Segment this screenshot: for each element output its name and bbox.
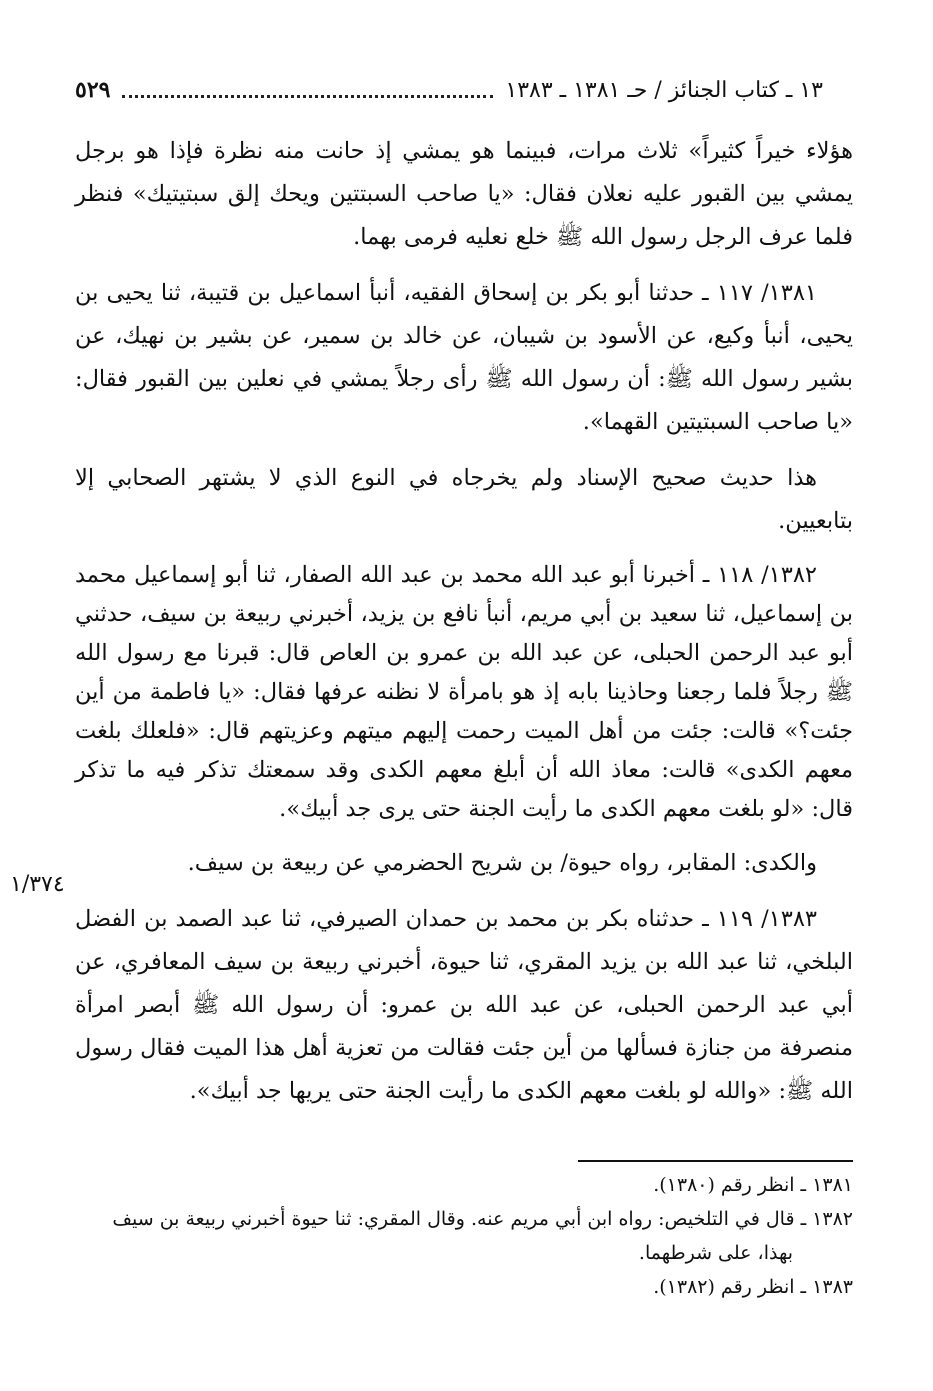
footnote-1382: ١٣٨٢ ـ قال في التلخيص: رواه ابن أبي مريم عنه. وقال المقري: ثنا حيوة أخبرني ربيعة بن سيف (112, 1208, 853, 1230)
paragraph-explanation: والكدى: المقابر، رواه حيوة/ بن شريح الحضرمي عن ربيعة بن سيف. (187, 850, 817, 876)
header-dot-leader (122, 95, 493, 98)
margin-reference: ١/٣٧٤ (10, 872, 65, 897)
paragraph-hadith-1382: ١٣٨٢/ ١١٨ ـ أخبرنا أبو عبد الله محمد بن عبد الله الصفار، ثنا أبو إسماعيل محمد بن إسماعيل، ثنا سعيد بن أبي مريم، أنبأ نافع بن يزيد، أخبرني ربيعة بن سيف، حدثني أبو عبد الرحمن الحبلى، عن عبد الله بن عمرو بن العاص قال: قبرنا مع رسول الله ﷺ رجلاً فلما رجعنا وحاذينا بابه إذ هو بامرأة لا نظنه عرفها فقال: «يا فاطمة من أين جئت؟» قالت: جئت من أهل الميت رحمت إليهم ميتهم وعزيتهم قال: «فلعلك بلغت معهم الكدى» قالت: معاذ الله أن أبلغ معهم الكدى وقد سمعتك تذكر فيه ما تذكر قال: «لو بلغت معهم الكدى ما رأيت الجنة حتى يرى جد أبيك». (75, 562, 853, 822)
main-text (75, 130, 853, 1126)
footnote-separator (578, 1160, 853, 1162)
paragraph-continuation: هؤلاء خيراً كثيراً» ثلاث مرات، فبينما هو يمشي إذ حانت منه نظرة فإذا هو برجل يمشي بين القبور عليه نعلان فقال: «يا صاحب السبتتين ويحك إلق سبتيتيك» فنظر فلما عرف الرجل رسول الله ﷺ خلع نعليه فرمى بهما. (75, 138, 853, 250)
page-header (75, 70, 823, 110)
running-title: ١٣ ـ كتاب الجنائز / حـ ١٣٨١ ـ ١٣٨٣ (505, 77, 823, 103)
paragraph-hadith-1383: ١٣٨٣/ ١١٩ ـ حدثناه بكر بن محمد بن حمدان الصيرفي، ثنا عبد الصمد بن الفضل البلخي، ثنا عبد الله بن يزيد المقري، ثنا حيوة، أخبرني ربيعة بن سيف المعافري، عن أبي عبد الرحمن الحبلى، عن عبد الله بن عمرو: أن رسول الله ﷺ أبصر امرأة منصرفة من جنازة فسألها من أين جئت فقالت من تعزية أهل هذا الميت فقال رسول الله ﷺ: «والله لو بلغت معهم الكدى ما رأيت الجنة حتى يريها جد أبيك». (75, 906, 853, 1104)
page-number: ٥٢٩ (75, 77, 111, 103)
paragraph-grading: هذا حديث صحيح الإسناد ولم يخرجاه في النوع الذي لا يشتهر الصحابي إلا بتابعيين. (75, 465, 853, 534)
footnote-1382-continuation: بهذا، على شرطهما. (638, 1242, 793, 1264)
footnote-1383: ١٣٨٣ ـ انظر رقم (١٣٨٢). (653, 1276, 853, 1298)
footnotes (75, 1168, 853, 1304)
paragraph-hadith-1381: ١٣٨١/ ١١٧ ـ حدثنا أبو بكر بن إسحاق الفقيه، أنبأ اسماعيل بن قتيبة، ثنا يحيى بن يحيى، أنبأ وكيع، عن الأسود بن شيبان، عن خالد بن سمير، عن بشير بن نهيك، عن بشير رسول الله ﷺ: أن رسول الله ﷺ رأى رجلاً يمشي في نعلين بين القبور فقال: «يا صاحب السبتيتين القهما». (75, 280, 853, 435)
footnote-1381: ١٣٨١ ـ انظر رقم (١٣٨٠). (653, 1174, 853, 1196)
